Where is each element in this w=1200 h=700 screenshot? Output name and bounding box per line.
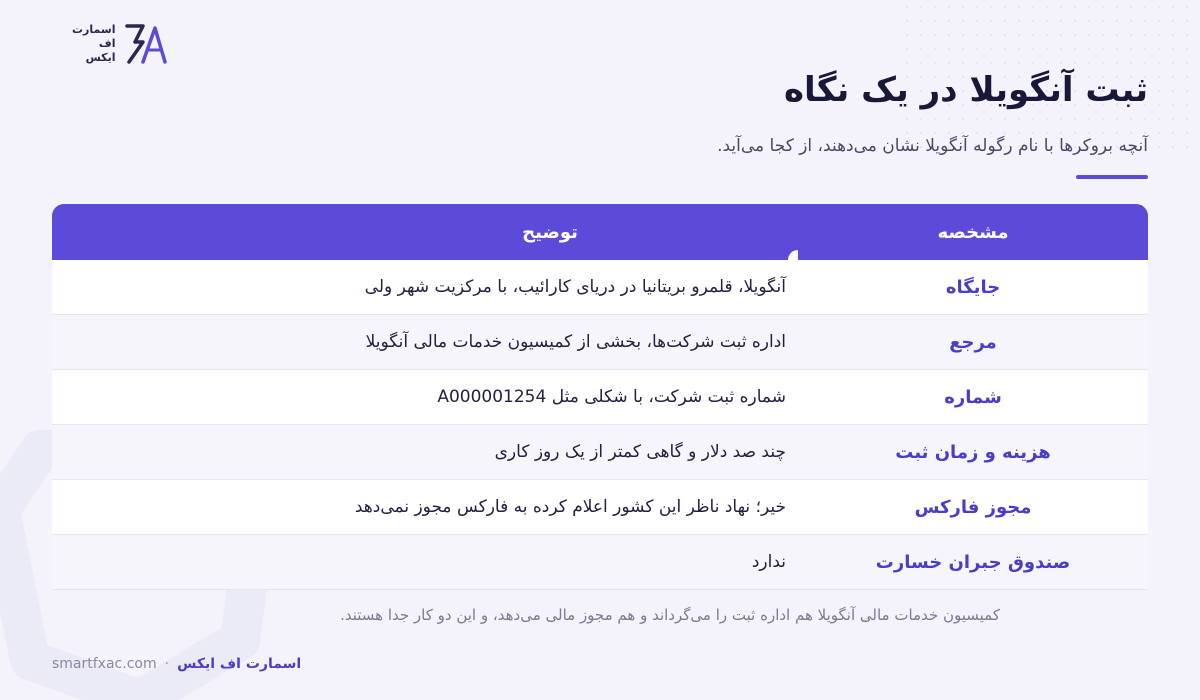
row-feature: مرجع — [949, 331, 997, 353]
page-subtitle: آنچه بروکرها با نام رگوله آنگویلا نشان می‌دهند، از کجا می‌آید. — [717, 136, 1148, 156]
title-accent-divider — [1076, 175, 1148, 179]
header-feature: مشخصه — [937, 221, 1009, 243]
brand-logo[interactable] — [72, 22, 167, 66]
row-feature: جایگاه — [945, 276, 1001, 298]
row-description: خیر؛ نهاد ناظر این کشور اعلام کرده به فارکس مجوز نمی‌دهد — [354, 497, 786, 517]
table-row — [52, 535, 1148, 590]
row-description: شماره ثبت شرکت، با شکلی مثل A000001254 — [437, 387, 786, 407]
row-description: آنگویلا، قلمرو بریتانیا در دریای کارائیب، با مرکزیت شهر ولی — [364, 277, 786, 297]
row-description: اداره ثبت شرکت‌ها، بخشی از کمیسیون خدمات مالی آنگویلا — [365, 332, 786, 352]
table-body — [52, 260, 1148, 590]
row-description: چند صد دلار و گاهی کمتر از یک روز کاری — [494, 442, 786, 462]
header-description: توضیح — [52, 204, 798, 260]
row-feature: صندوق جبران خسارت — [875, 551, 1071, 573]
table-row — [52, 480, 1148, 535]
logo-line-1: اسمارت — [72, 23, 116, 36]
logo-line-2: اف — [98, 37, 116, 50]
row-description: ندارد — [751, 552, 786, 572]
table-row — [52, 425, 1148, 480]
footer-url-link[interactable]: smartfxac.com — [52, 656, 157, 672]
row-feature: شماره — [944, 386, 1002, 408]
row-feature: هزینه و زمان ثبت — [895, 441, 1051, 463]
footnote: کمیسیون خدمات مالی آنگویلا هم اداره ثبت را می‌گرداند و هم مجوز مالی می‌دهد، و این دو کار جدا هستند. — [340, 606, 1000, 624]
footer-brand: اسمارت اف ایکس — [177, 656, 302, 672]
smartfx-logo-icon — [121, 22, 167, 66]
footer-separator: · — [164, 656, 170, 672]
table-row — [52, 370, 1148, 425]
logo-wordmark — [72, 23, 115, 65]
footer — [52, 656, 301, 672]
table-header — [52, 204, 1148, 260]
page-title: ثبت آنگویلا در یک نگاه — [783, 70, 1148, 110]
table-row — [52, 315, 1148, 370]
row-feature: مجوز فارکس — [914, 496, 1032, 518]
summary-table — [52, 204, 1148, 590]
logo-line-3: ایکس — [85, 51, 116, 64]
table-row — [52, 260, 1148, 315]
